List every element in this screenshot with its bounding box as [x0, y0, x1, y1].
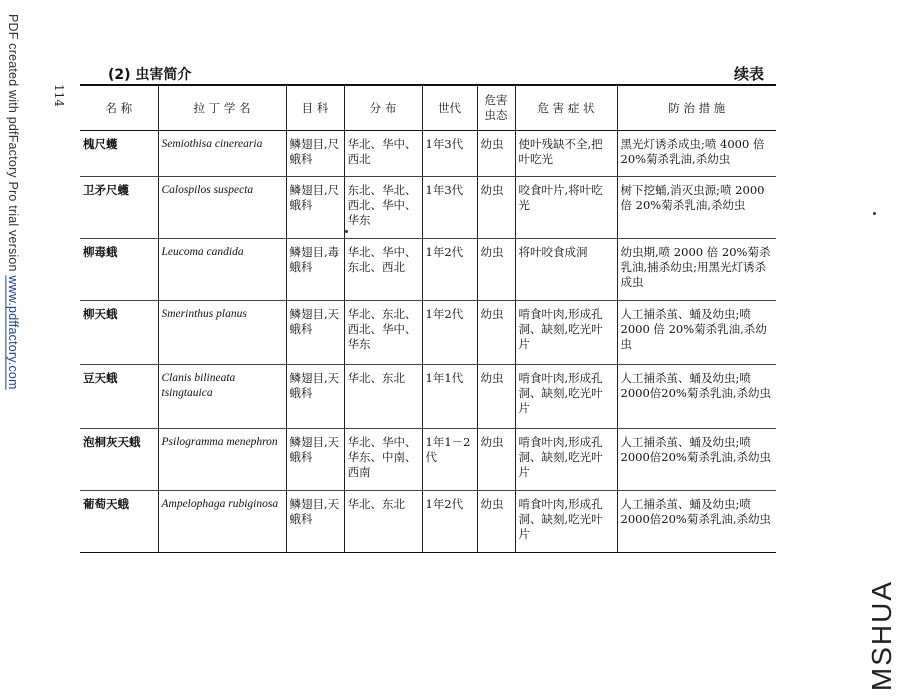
generation: 1年3代 — [422, 131, 477, 177]
distribution: 华北、东北 — [344, 491, 422, 553]
table-row — [80, 131, 776, 177]
control-measure: 人工捕杀茧、蛹及幼虫;喷 2000倍20%菊杀乳油,杀幼虫 — [617, 491, 776, 553]
pest-name: 槐尺蠖 — [80, 131, 158, 177]
control-measure: 黑光灯诱杀成虫;喷 4000 倍 20%菊杀乳油,杀幼虫 — [617, 131, 776, 177]
latin-name: Psilogramma menephron — [158, 429, 286, 491]
damage-symptom: 咬食叶片,将叶吃光 — [515, 177, 617, 239]
generation: 1年1代 — [422, 365, 477, 429]
pest-name: 柳天蛾 — [80, 301, 158, 365]
table-row — [80, 365, 776, 429]
control-measure: 人工捕杀茧、蛹及幼虫;喷 2000 倍 20%菊杀乳油,杀幼虫 — [617, 301, 776, 365]
harmful-stage: 幼虫 — [477, 429, 515, 491]
pest-table — [80, 86, 776, 553]
damage-symptom: 啃食叶肉,形成孔洞、缺刻,吃光叶片 — [515, 365, 617, 429]
table-row — [80, 429, 776, 491]
pest-name: 柳毒蛾 — [80, 239, 158, 301]
distribution: 东北、华北、西北、华中、华东 — [344, 177, 422, 239]
brand-mark: MSHUA — [866, 580, 897, 692]
pest-name: 泡桐灰天蛾 — [80, 429, 158, 491]
distribution: 华北、华中、东北、西北 — [344, 239, 422, 301]
harmful-stage: 幼虫 — [477, 491, 515, 553]
scan-speck — [873, 212, 876, 215]
latin-name: Ampelophaga rubiginosa — [158, 491, 286, 553]
header-distribution: 分 布 — [344, 86, 422, 131]
latin-name: Calospilos suspecta — [158, 177, 286, 239]
control-measure: 树下挖蛹,消灭虫源;喷 2000 倍 20%菊杀乳油,杀幼虫 — [617, 177, 776, 239]
table-row — [80, 177, 776, 239]
table-header-row — [80, 86, 776, 131]
header-symptom: 危 害 症 状 — [515, 86, 617, 131]
damage-symptom: 使叶残缺不全,把叶吃光 — [515, 131, 617, 177]
order-family: 鳞翅目,毒蛾科 — [286, 239, 344, 301]
distribution: 华北、东北 — [344, 365, 422, 429]
generation: 1年1－2代 — [422, 429, 477, 491]
latin-name: Smerinthus planus — [158, 301, 286, 365]
header-latin: 拉 丁 学 名 — [158, 86, 286, 131]
pest-name: 葡萄天蛾 — [80, 491, 158, 553]
watermark-link[interactable]: www.pdffactory.com — [6, 275, 20, 390]
damage-symptom: 啃食叶肉,形成孔洞、缺刻,吃光叶片 — [515, 429, 617, 491]
pest-name: 卫矛尺蠖 — [80, 177, 158, 239]
continued-label: 续表 — [734, 65, 765, 83]
order-family: 鳞翅目,尺蛾科 — [286, 131, 344, 177]
order-family: 鳞翅目,尺蛾科 — [286, 177, 344, 239]
watermark-text: PDF created with pdfFactory Pro trial version — [6, 14, 20, 276]
latin-name: Semiothisa cinerearia — [158, 131, 286, 177]
distribution: 华北、华中、西北 — [344, 131, 422, 177]
damage-symptom: 啃食叶肉,形成孔洞、缺刻,吃光叶片 — [515, 301, 617, 365]
latin-name: Leucoma candida — [158, 239, 286, 301]
header-stage: 危害虫态 — [477, 86, 515, 131]
order-family: 鳞翅目,天蛾科 — [286, 491, 344, 553]
pest-name: 豆天蛾 — [80, 365, 158, 429]
header-generation: 世代 — [422, 86, 477, 131]
damage-symptom: 啃食叶肉,形成孔洞、缺刻,吃光叶片 — [515, 491, 617, 553]
control-measure: 人工捕杀茧、蛹及幼虫;喷 2000倍20%菊杀乳油,杀幼虫 — [617, 429, 776, 491]
damage-symptom: 将叶咬食成洞 — [515, 239, 617, 301]
control-measure: 人工捕杀茧、蛹及幼虫;喷 2000倍20%菊杀乳油,杀幼虫 — [617, 365, 776, 429]
page-number: 114 — [52, 84, 66, 107]
generation: 1年3代 — [422, 177, 477, 239]
generation: 1年2代 — [422, 301, 477, 365]
order-family: 鳞翅目,天蛾科 — [286, 365, 344, 429]
pdf-watermark — [6, 14, 20, 390]
header-family: 目 科 — [286, 86, 344, 131]
scan-speck — [345, 230, 348, 233]
table-row — [80, 491, 776, 553]
harmful-stage: 幼虫 — [477, 177, 515, 239]
table-row — [80, 239, 776, 301]
section-title: (2) 虫害简介 — [108, 67, 192, 83]
order-family: 鳞翅目,天蛾科 — [286, 429, 344, 491]
distribution: 华北、东北、西北、华中、华东 — [344, 301, 422, 365]
harmful-stage: 幼虫 — [477, 365, 515, 429]
latin-name: Clanis bilineata tsingtauica — [158, 365, 286, 429]
order-family: 鳞翅目,天蛾科 — [286, 301, 344, 365]
harmful-stage: 幼虫 — [477, 239, 515, 301]
header-name: 名 称 — [80, 86, 158, 131]
distribution: 华北、华中、华东、中南、西南 — [344, 429, 422, 491]
harmful-stage: 幼虫 — [477, 301, 515, 365]
generation: 1年2代 — [422, 239, 477, 301]
header-control: 防 治 措 施 — [617, 86, 776, 131]
control-measure: 幼虫期,喷 2000 倍 20%菊杀乳油,捕杀幼虫;用黑光灯诱杀成虫 — [617, 239, 776, 301]
table-row — [80, 301, 776, 365]
harmful-stage: 幼虫 — [477, 131, 515, 177]
generation: 1年2代 — [422, 491, 477, 553]
